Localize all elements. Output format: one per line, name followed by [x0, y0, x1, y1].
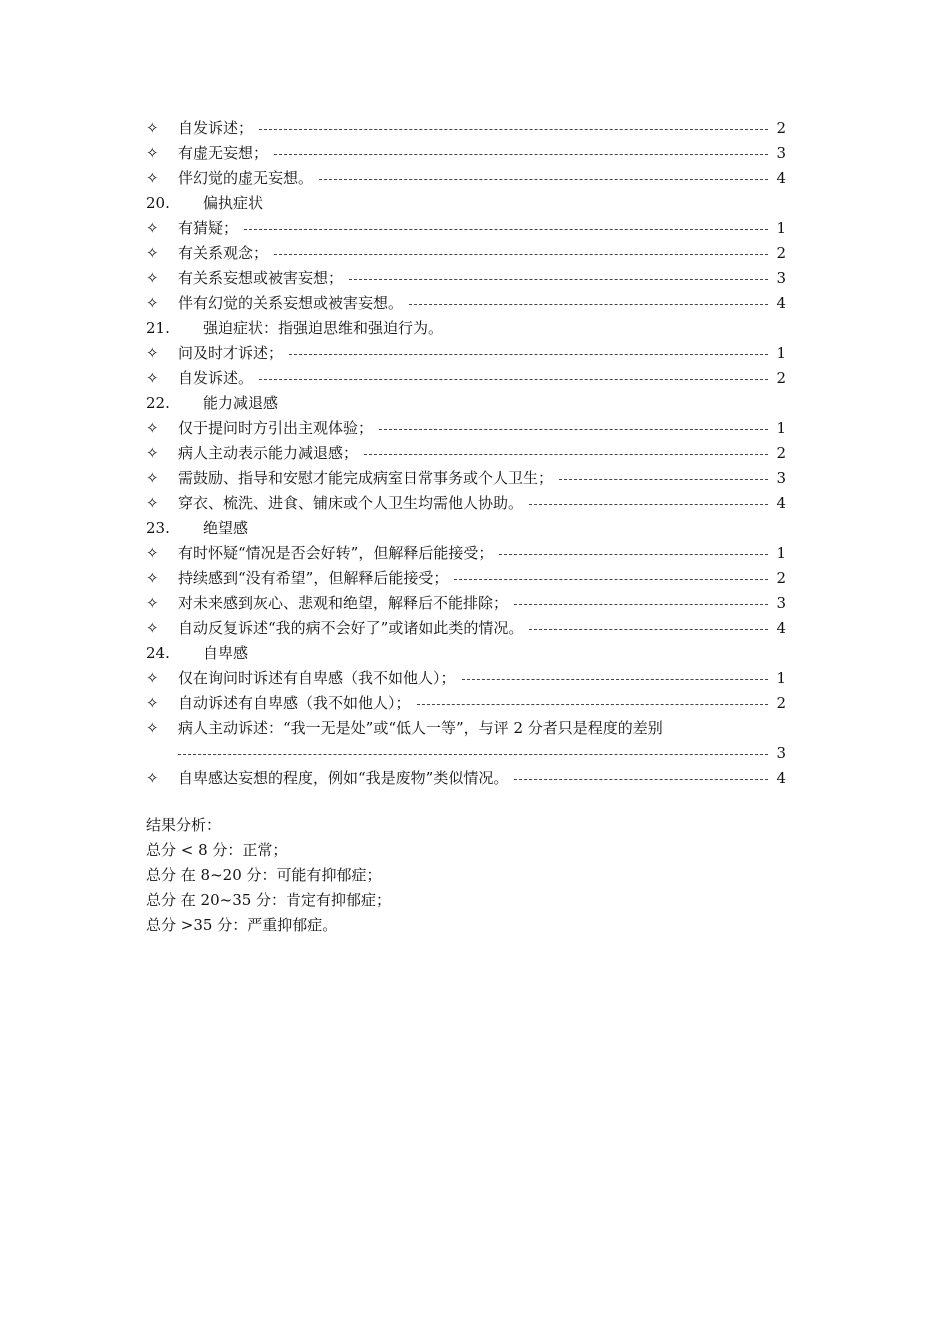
list-item [146, 141, 786, 166]
document-page [146, 116, 786, 938]
item-text: 有关系妄想或被害妄想； [178, 269, 344, 287]
item-score: 1 [776, 544, 786, 562]
list-item [146, 441, 786, 466]
dotted-leader [529, 504, 768, 505]
dotted-leader [514, 779, 768, 780]
section-title: 自卑感 [203, 644, 249, 662]
diamond-bullet-icon: ✧ [146, 169, 159, 187]
item-text: 自发诉述。 [178, 369, 254, 387]
item-score: 3 [776, 269, 786, 287]
item-text: 需鼓励、指导和安慰才能完成病室日常事务或个人卫生； [178, 469, 554, 487]
list-item [146, 216, 786, 241]
section-heading [146, 391, 786, 416]
list-item [146, 291, 786, 316]
item-text: 对未来感到灰心、悲观和绝望，解释后不能排除； [178, 594, 509, 612]
item-text: 自卑感达妄想的程度，例如“我是废物”类似情况。 [178, 769, 509, 787]
item-text: 有虚无妄想； [178, 144, 269, 162]
dotted-leader [529, 629, 768, 630]
item-text: 仅于提问时方引出主观体验； [178, 419, 374, 437]
item-score: 2 [776, 369, 786, 387]
diamond-bullet-icon: ✧ [146, 544, 159, 562]
section-title: 偏执症状 [203, 194, 264, 212]
item-text: 问及时才诉述； [178, 344, 284, 362]
diamond-bullet-icon: ✧ [146, 694, 159, 712]
item-score: 1 [776, 669, 786, 687]
item-score: 3 [776, 594, 786, 612]
section-title: 绝望感 [203, 519, 249, 537]
diamond-bullet-icon: ✧ [146, 344, 159, 362]
section-title: 强迫症状：指强迫思维和强迫行为。 [203, 319, 444, 337]
list-item [146, 566, 786, 591]
list-item [146, 491, 786, 516]
section-number: 20. [146, 194, 170, 212]
item-text: 病人主动表示能力减退感； [178, 444, 359, 462]
diamond-bullet-icon: ✧ [146, 769, 159, 787]
diamond-bullet-icon: ✧ [146, 369, 159, 387]
dotted-leader [462, 679, 768, 680]
list-item [146, 466, 786, 491]
section-number: 22. [146, 394, 170, 412]
item-score: 2 [776, 694, 786, 712]
item-score: 2 [776, 244, 786, 262]
item-text: 自动反复诉述“我的病不会好了”或诸如此类的情况。 [178, 619, 524, 637]
diamond-bullet-icon: ✧ [146, 244, 159, 262]
item-text: 仅在询问时诉述有自卑感（我不如他人）； [178, 669, 456, 687]
item-text: 病人主动诉述：“我一无是处”或“低人一等”，与评 2 分者只是程度的差别 [178, 719, 663, 737]
diamond-bullet-icon: ✧ [146, 444, 159, 462]
results-title: 结果分析： [146, 816, 222, 834]
list-item [146, 366, 786, 391]
diamond-bullet-icon: ✧ [146, 119, 159, 137]
dotted-leader [417, 704, 768, 705]
item-score: 3 [776, 144, 786, 162]
section-heading [146, 316, 786, 341]
diamond-bullet-icon: ✧ [146, 294, 159, 312]
list-item [146, 341, 786, 366]
diamond-bullet-icon: ✧ [146, 219, 159, 237]
list-item [146, 591, 786, 616]
list-item [146, 416, 786, 441]
item-text: 有猜疑； [178, 219, 239, 237]
dotted-leader [259, 129, 768, 130]
item-text: 伴幻觉的虚无妄想。 [178, 169, 314, 187]
list-item [146, 166, 786, 191]
diamond-bullet-icon: ✧ [146, 269, 159, 287]
section-number: 24. [146, 644, 170, 662]
section-number: 21. [146, 319, 170, 337]
item-text: 自动诉述有自卑感（我不如他人）； [178, 694, 411, 712]
dotted-leader [244, 229, 768, 230]
dotted-leader [409, 304, 768, 305]
results-line: 总分 在 20~35 分：肯定有抑郁症； [146, 891, 392, 909]
list-item [146, 241, 786, 266]
item-text: 有关系观念； [178, 244, 269, 262]
item-score: 4 [776, 769, 786, 787]
results-section [146, 813, 786, 938]
item-text: 持续感到“没有希望”，但解释后能接受； [178, 569, 449, 587]
list-item [146, 666, 786, 691]
item-text: 有时怀疑“情况是否会好转”，但解释后能接受； [178, 544, 494, 562]
dotted-leader [559, 479, 768, 480]
dotted-leader [319, 179, 768, 180]
item-text: 自发诉述； [178, 119, 254, 137]
list-item [146, 716, 786, 741]
dotted-leader [178, 754, 768, 755]
diamond-bullet-icon: ✧ [146, 619, 159, 637]
section-heading [146, 516, 786, 541]
list-item-continuation [146, 741, 786, 766]
item-text: 穿衣、梳洗、进食、铺床或个人卫生均需他人协助。 [178, 494, 524, 512]
item-list [146, 116, 786, 791]
item-score: 4 [776, 169, 786, 187]
results-line: 总分 在 8~20 分：可能有抑郁症； [146, 866, 382, 884]
item-score: 2 [776, 119, 786, 137]
section-number: 23. [146, 519, 170, 537]
section-heading [146, 641, 786, 666]
item-score: 4 [776, 294, 786, 312]
item-score: 3 [776, 469, 786, 487]
list-item [146, 691, 786, 716]
section-heading [146, 191, 786, 216]
dotted-leader [349, 279, 768, 280]
dotted-leader [289, 354, 768, 355]
dotted-leader [454, 579, 768, 580]
list-item [146, 541, 786, 566]
dotted-leader [274, 254, 768, 255]
diamond-bullet-icon: ✧ [146, 469, 159, 487]
diamond-bullet-icon: ✧ [146, 144, 159, 162]
diamond-bullet-icon: ✧ [146, 594, 159, 612]
dotted-leader [514, 604, 768, 605]
item-score: 4 [776, 619, 786, 637]
section-title: 能力减退感 [203, 394, 279, 412]
results-line: 总分 < 8 分：正常； [146, 841, 288, 859]
item-score: 2 [776, 569, 786, 587]
item-score: 1 [776, 419, 786, 437]
dotted-leader [364, 454, 768, 455]
results-line: 总分 >35 分：严重抑郁症。 [146, 916, 338, 934]
list-item [146, 266, 786, 291]
diamond-bullet-icon: ✧ [146, 494, 159, 512]
dotted-leader [379, 429, 768, 430]
dotted-leader [499, 554, 768, 555]
diamond-bullet-icon: ✧ [146, 569, 159, 587]
item-score: 2 [776, 444, 786, 462]
item-score: 1 [776, 219, 786, 237]
dotted-leader [274, 154, 768, 155]
item-score: 1 [776, 344, 786, 362]
list-item [146, 116, 786, 141]
diamond-bullet-icon: ✧ [146, 669, 159, 687]
item-score: 4 [776, 494, 786, 512]
dotted-leader [259, 379, 768, 380]
list-item [146, 766, 786, 791]
item-score: 3 [776, 744, 786, 762]
list-item [146, 616, 786, 641]
diamond-bullet-icon: ✧ [146, 719, 159, 737]
diamond-bullet-icon: ✧ [146, 419, 159, 437]
item-text: 伴有幻觉的关系妄想或被害妄想。 [178, 294, 404, 312]
